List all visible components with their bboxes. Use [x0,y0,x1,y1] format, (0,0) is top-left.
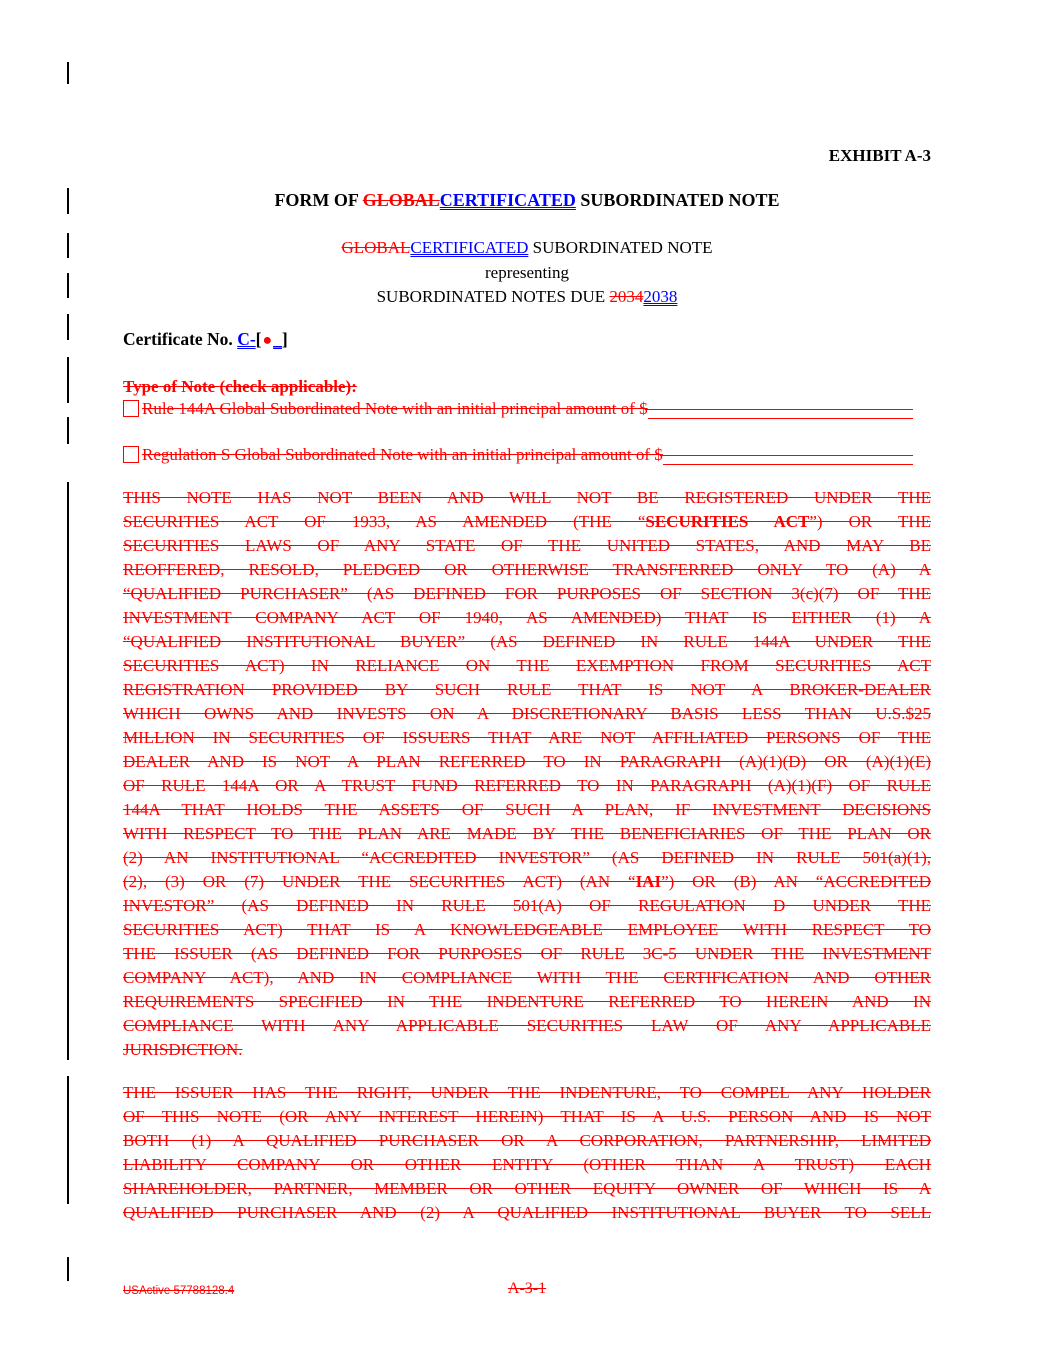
securities-act-legend-paragraph [123,486,931,1062]
title-deleted-text: GLOBAL [362,190,440,210]
legend-text-line: QUALIFIED PURCHASER AND (2) A QUALIFIED INSTITUTIONAL BUYER TO SELL [123,1203,931,1222]
change-bar [67,62,69,84]
certificate-label: Certificate No. [123,329,238,349]
regulation-s-checkbox[interactable] [123,446,139,463]
certificate-number-line [123,329,288,350]
document-subtitle [123,236,931,310]
title-suffix: SUBORDINATED NOTE [575,190,780,210]
document-title [123,190,931,211]
legend-text-line: (2) AN INSTITUTIONAL “ACCREDITED INVESTOR” (AS DEFINED IN RULE 501(a)(1), [123,848,931,867]
rule144a-checkbox[interactable] [123,400,139,417]
change-bar [67,357,69,403]
due-year-deleted: 2034 [609,287,644,306]
document-id-footer: USActive 57788128.4 [123,1285,235,1297]
change-bar [67,417,69,444]
legend-text-line: MILLION IN SECURITIES OF ISSUERS THAT ARE NOT AFFILIATED PERSONS OF THE [123,728,931,747]
legend-text-line: JURISDICTION. [123,1040,243,1059]
legend-text-line: OF RULE 144A OR A TRUST FUND REFERRED TO IN PARAGRAPH (A)(1)(F) OF RULE [123,776,931,795]
due-year-inserted: 2038 [643,287,678,306]
legend-text-line: SECURITIES ACT OF 1933, AS AMENDED (THE “SECURITIES ACT”) OR THE [123,512,931,531]
change-bar [67,1076,69,1204]
close-bracket: ] [281,329,288,349]
legend-text-line: SECURITIES ACT) THAT IS A KNOWLEDGEABLE EMPLOYEE WITH RESPECT TO [123,920,931,939]
change-bar [67,273,69,298]
title-prefix: FORM OF [274,190,363,210]
amount-fill-in-line[interactable] [663,445,913,465]
placeholder-bullet: ● [262,332,273,349]
subtitle-line-2: representing [484,262,570,282]
subtitle-line-1 [123,236,931,261]
rule144a-option-label: Rule 144A Global Subordinated Note with an initial principal amount of $ [142,399,648,418]
legend-text-line: THIS NOTE HAS NOT BEEN AND WILL NOT BE REGISTERED UNDER THE [123,488,931,507]
due-prefix: SUBORDINATED NOTES DUE [376,287,610,306]
change-bar [67,233,69,258]
legend-text-line: DEALER AND IS NOT A PLAN REFERRED TO IN PARAGRAPH (A)(1)(D) OR (A)(1)(E) [123,752,931,771]
subtitle-inserted-text: CERTIFICATED [410,238,529,257]
subtitle-line-3 [123,285,931,310]
change-bar [67,188,69,214]
open-bracket: [ [255,329,262,349]
legend-text-line: THE ISSUER (AS DEFINED FOR PURPOSES OF RULE 3C-5 UNDER THE INVESTMENT [123,944,931,963]
legend-text-line: COMPLIANCE WITH ANY APPLICABLE SECURITIES LAW OF ANY APPLICABLE [123,1016,931,1035]
note-type-option-rule144a [123,399,913,419]
legend-text-line: REOFFERED, RESOLD, PLEDGED OR OTHERWISE TRANSFERRED ONLY TO (A) A [123,560,931,579]
legend-text-line: LIABILITY COMPANY OR OTHER ENTITY (OTHER THAN A TRUST) EACH [123,1155,931,1174]
legend-text-line: 144A THAT HOLDS THE ASSETS OF SUCH A PLAN, IF INVESTMENT DECISIONS [123,800,931,819]
legend-text-line: COMPANY ACT), AND IN COMPLIANCE WITH THE CERTIFICATION AND OTHER [123,968,931,987]
legend-text-line: WHICH OWNS AND INVESTS ON A DISCRETIONARY BASIS LESS THAN U.S.$25 [123,704,931,723]
regulation-s-option-label: Regulation S Global Subordinated Note with an initial principal amount of $ [142,445,663,464]
legend-text-line: (2), (3) OR (7) UNDER THE SECURITIES ACT) (AN “IAI”) OR (B) AN “ACCREDITED [123,872,931,891]
legend-text-line: SHAREHOLDER, PARTNER, MEMBER OR OTHER EQUITY OWNER OF WHICH IS A [123,1179,931,1198]
subtitle-deleted-text: GLOBAL [341,238,411,257]
legend-text-line: “QUALIFIED INSTITUTIONAL BUYER” (AS DEFINED IN RULE 144A UNDER THE [123,632,931,651]
title-inserted-text: CERTIFICATED [439,190,576,210]
type-of-note-heading: Type of Note (check applicable): [123,377,357,396]
legend-text-line: SECURITIES LAWS OF ANY STATE OF THE UNITED STATES, AND MAY BE [123,536,931,555]
issuer-rights-legend-paragraph [123,1081,931,1225]
legend-text-line: REQUIREMENTS SPECIFIED IN THE INDENTURE REFERRED TO HEREIN AND IN [123,992,931,1011]
amount-fill-in-line[interactable] [648,399,913,419]
change-bar [67,1257,69,1281]
page-number-footer: A-3-1 [507,1280,547,1297]
legend-text-line: “QUALIFIED PURCHASER” (AS DEFINED FOR PURPOSES OF SECTION 3(c)(7) OF THE [123,584,931,603]
subtitle-suffix: SUBORDINATED NOTE [528,238,713,257]
legend-text-line: OF THIS NOTE (OR ANY INTEREST HEREIN) THAT IS A U.S. PERSON AND IS NOT [123,1107,931,1126]
certificate-inserted-prefix: C- [237,329,256,349]
change-bar [67,482,69,1060]
legend-text-line: SECURITIES ACT) IN RELIANCE ON THE EXEMPTION FROM SECURITIES ACT [123,656,931,675]
note-type-option-regs [123,445,913,465]
change-bar [67,314,69,340]
legend-text-line: INVESTMENT COMPANY ACT OF 1940, AS AMENDED) THAT IS EITHER (1) A [123,608,931,627]
exhibit-label: EXHIBIT A-3 [828,146,931,165]
certificate-inserted-blank: _ [273,329,282,349]
legend-text-line: WITH RESPECT TO THE PLAN ARE MADE BY THE BENEFICIARIES OF THE PLAN OR [123,824,931,843]
legend-text-line: BOTH (1) A QUALIFIED PURCHASER OR A CORPORATION, PARTNERSHIP, LIMITED [123,1131,931,1150]
legend-text-line: THE ISSUER HAS THE RIGHT, UNDER THE INDENTURE, TO COMPEL ANY HOLDER [123,1083,931,1102]
legend-text-line: REGISTRATION PROVIDED BY SUCH RULE THAT IS NOT A BROKER-DEALER [123,680,931,699]
legend-text-line: INVESTOR” (AS DEFINED IN RULE 501(A) OF REGULATION D UNDER THE [123,896,931,915]
